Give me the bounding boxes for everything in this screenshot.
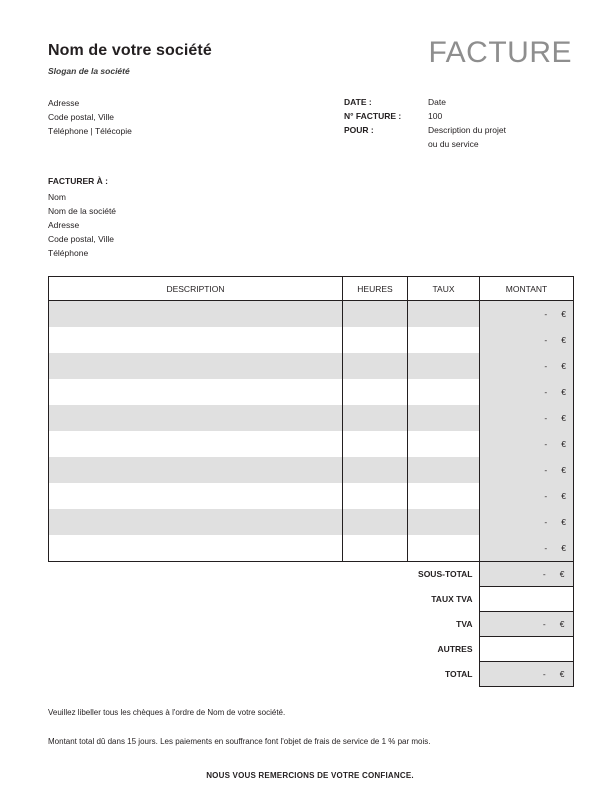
table-row[interactable] (49, 483, 574, 509)
cell-rate[interactable] (408, 301, 480, 328)
cell-rate[interactable] (408, 379, 480, 405)
totals-value-vat (479, 612, 573, 637)
totals-spacer (48, 662, 375, 687)
company-slogan: Slogan de la société (48, 66, 130, 76)
bill-to-line-1: Nom (48, 192, 66, 202)
totals-label-total: TOTAL (444, 669, 473, 679)
column-header-hours: HEURES (343, 277, 408, 301)
amount-dash: - (544, 543, 548, 553)
meta-label-invoice-number: N° FACTURE : (344, 111, 402, 121)
amount-dash: - (544, 439, 548, 449)
totals-spacer (48, 637, 375, 662)
cell-rate[interactable] (408, 327, 480, 353)
totals-value-total (479, 662, 573, 687)
cell-description[interactable] (49, 301, 343, 328)
bill-to-title: FACTURER À : (48, 176, 108, 186)
table-row[interactable] (49, 353, 574, 379)
cell-amount (480, 535, 574, 562)
amount-dash: - (544, 413, 548, 423)
meta-row-for (344, 124, 572, 137)
table-row[interactable] (49, 327, 574, 353)
table-row[interactable] (49, 535, 574, 562)
amount-dash: - (542, 619, 546, 629)
table-row[interactable] (49, 379, 574, 405)
cell-amount (480, 301, 574, 328)
totals-row-total (48, 662, 573, 687)
cell-hours[interactable] (343, 509, 408, 535)
cell-amount (480, 483, 574, 509)
meta-label-empty (344, 138, 428, 151)
terms-note: Montant total dû dans 15 jours. Les paiements en souffrance font l'objet de frais de service de 1 % par mois. (48, 737, 431, 746)
bill-to-block (48, 174, 572, 260)
footer-notes (48, 705, 572, 749)
meta-value-date: Date (428, 97, 446, 107)
address-line-1: Adresse (48, 98, 80, 108)
amount-dash: - (544, 309, 548, 319)
amount-currency: € (559, 669, 565, 679)
cell-hours[interactable] (343, 457, 408, 483)
totals-label-vat-rate: TAUX TVA (431, 594, 473, 604)
cell-description[interactable] (49, 379, 343, 405)
totals-label-subtotal: SOUS-TOTAL (418, 569, 473, 579)
cell-rate[interactable] (408, 353, 480, 379)
amount-currency: € (559, 619, 565, 629)
table-header-row (49, 277, 574, 301)
cell-hours[interactable] (343, 535, 408, 562)
totals-spacer (48, 612, 375, 637)
cell-hours[interactable] (343, 301, 408, 328)
totals-row-other (48, 637, 573, 662)
table-row[interactable] (49, 301, 574, 328)
cell-rate[interactable] (408, 483, 480, 509)
amount-currency: € (561, 491, 566, 501)
cell-hours[interactable] (343, 379, 408, 405)
cell-rate[interactable] (408, 535, 480, 562)
invoice-header (48, 36, 572, 76)
payment-note: Veuillez libeller tous les chèques à l'ordre de Nom de votre société. (48, 708, 286, 717)
amount-currency: € (561, 439, 566, 449)
totals-table (48, 561, 574, 687)
totals-value-other[interactable] (479, 637, 573, 662)
meta-row-invoice-number (344, 110, 572, 123)
column-header-description: DESCRIPTION (49, 277, 343, 301)
cell-description[interactable] (49, 431, 343, 457)
cell-description[interactable] (49, 509, 343, 535)
invoice-meta (344, 96, 572, 152)
cell-amount (480, 431, 574, 457)
totals-label-other: AUTRES (437, 644, 473, 654)
amount-dash: - (544, 387, 548, 397)
amount-currency: € (561, 387, 566, 397)
amount-dash: - (544, 491, 548, 501)
meta-label-date: DATE : (344, 97, 372, 107)
totals-value-vat-rate[interactable] (479, 587, 573, 612)
address-line-2: Code postal, Ville (48, 112, 114, 122)
totals-row-vat (48, 612, 573, 637)
cell-description[interactable] (49, 535, 343, 562)
cell-amount (480, 457, 574, 483)
totals-value-subtotal (479, 562, 573, 587)
table-row[interactable] (49, 405, 574, 431)
amount-currency: € (559, 569, 565, 579)
cell-amount (480, 379, 574, 405)
bill-to-line-5: Téléphone (48, 248, 89, 258)
table-row[interactable] (49, 509, 574, 535)
cell-hours[interactable] (343, 405, 408, 431)
meta-value-for: Description du projet (428, 125, 506, 135)
bill-to-line-4: Code postal, Ville (48, 234, 114, 244)
meta-row-for-cont (344, 138, 572, 151)
column-header-rate: TAUX (408, 277, 480, 301)
amount-currency: € (561, 465, 566, 475)
cell-hours[interactable] (343, 327, 408, 353)
amount-currency: € (561, 517, 566, 527)
cell-amount (480, 353, 574, 379)
cell-description[interactable] (49, 457, 343, 483)
cell-hours[interactable] (343, 483, 408, 509)
cell-amount (480, 405, 574, 431)
amount-dash: - (544, 335, 548, 345)
cell-description[interactable] (49, 405, 343, 431)
meta-row-date (344, 96, 572, 109)
amount-dash: - (544, 465, 548, 475)
bill-to-line-3: Adresse (48, 220, 80, 230)
cell-description[interactable] (49, 483, 343, 509)
totals-spacer (48, 562, 375, 587)
amount-dash: - (544, 361, 548, 371)
cell-amount (480, 509, 574, 535)
address-and-meta (48, 96, 572, 152)
amount-currency: € (561, 335, 566, 345)
cell-rate[interactable] (408, 405, 480, 431)
address-line-3: Téléphone | Télécopie (48, 126, 132, 136)
bill-to-line-2: Nom de la société (48, 206, 117, 216)
amount-currency: € (561, 543, 566, 553)
cell-amount (480, 327, 574, 353)
thank-you-note: NOUS VOUS REMERCIONS DE VOTRE CONFIANCE. (206, 771, 414, 780)
table-row[interactable] (49, 431, 574, 457)
totals-row-subtotal (48, 562, 573, 587)
company-name: Nom de votre société (48, 42, 212, 59)
cell-hours[interactable] (343, 431, 408, 457)
column-header-amount: MONTANT (480, 277, 574, 301)
cell-rate[interactable] (408, 431, 480, 457)
meta-value-invoice-number: 100 (428, 111, 443, 121)
totals-label-vat: TVA (456, 619, 473, 629)
table-row[interactable] (49, 457, 574, 483)
cell-hours[interactable] (343, 353, 408, 379)
amount-dash: - (542, 669, 546, 679)
amount-currency: € (561, 309, 566, 319)
totals-row-vat-rate (48, 587, 573, 612)
amount-dash: - (542, 569, 546, 579)
document-title: FACTURE (428, 36, 572, 69)
cell-rate[interactable] (408, 457, 480, 483)
line-items-table (48, 276, 574, 562)
cell-description[interactable] (49, 353, 343, 379)
meta-value-for-cont: ou du service (428, 139, 479, 149)
company-address (48, 96, 132, 152)
meta-label-for: POUR : (344, 125, 374, 135)
totals-spacer (48, 587, 375, 612)
cell-rate[interactable] (408, 509, 480, 535)
amount-currency: € (561, 413, 566, 423)
amount-dash: - (544, 517, 548, 527)
company-block (48, 36, 212, 76)
amount-currency: € (561, 361, 566, 371)
cell-description[interactable] (49, 327, 343, 353)
